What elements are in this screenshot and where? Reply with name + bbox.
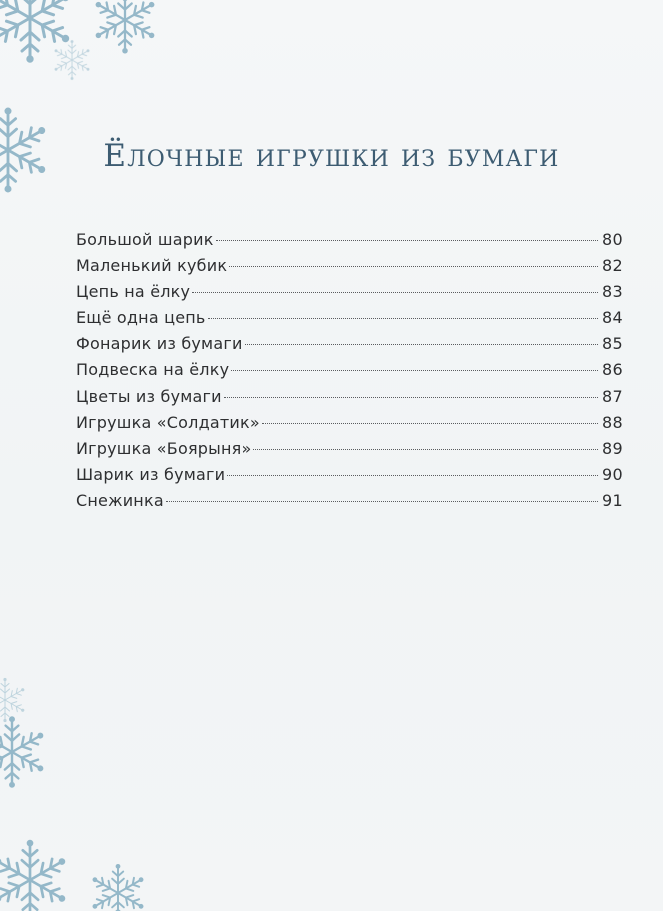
toc-page-number: 80 [602, 230, 623, 249]
dot-leader [208, 318, 598, 319]
toc-item[interactable] [76, 491, 623, 517]
toc-item-label: Большой шарик [76, 230, 214, 249]
toc-item-label: Подвеска на ёлку [76, 360, 230, 380]
dot-leader [262, 423, 598, 424]
toc-item[interactable] [76, 230, 623, 256]
toc-item[interactable] [76, 465, 623, 491]
snowflake-icon [0, 678, 26, 721]
toc-item[interactable] [76, 308, 623, 334]
dot-leader [166, 501, 598, 502]
toc-item-label: Игрушка «Боярыня» [76, 438, 252, 458]
dot-leader [224, 397, 598, 398]
toc-item[interactable] [76, 360, 623, 386]
dot-leader [253, 449, 598, 450]
snowflake-icon [0, 0, 72, 61]
snowflake-icon [0, 717, 46, 786]
toc-page-number: 91 [602, 490, 623, 510]
toc-item[interactable] [76, 387, 623, 413]
toc-item[interactable] [76, 282, 623, 308]
toc-page-number: 86 [602, 360, 623, 380]
toc-page-number: 88 [602, 412, 623, 432]
toc-item-label: Ещё одна цепь [76, 308, 206, 328]
toc-item[interactable] [76, 413, 623, 439]
toc-page-number: 87 [602, 386, 623, 406]
snowflake-icon [94, 0, 157, 52]
dot-leader [231, 370, 598, 371]
toc-page-number: 83 [602, 282, 623, 302]
toc-item-label: Игрушка «Солдатик» [76, 412, 260, 432]
dot-leader [229, 266, 598, 267]
toc-item-label: Цепь на ёлку [76, 282, 191, 302]
toc-item[interactable] [76, 439, 623, 465]
toc-page-number: 84 [602, 308, 623, 328]
toc-item-label: Маленький кубик [76, 256, 228, 276]
dot-leader [227, 475, 598, 476]
table-of-contents [76, 230, 623, 517]
dot-leader [192, 292, 598, 293]
dot-leader [216, 240, 598, 241]
page-title: Ёлочные игрушки из бумаги [103, 138, 560, 174]
toc-item[interactable] [76, 334, 623, 360]
toc-item-label: Шарик из бумаги [76, 464, 226, 484]
toc-page-number: 90 [602, 464, 623, 484]
toc-page-number: 89 [602, 438, 623, 458]
toc-item-label: Цветы из бумаги [76, 386, 222, 406]
toc-page-number: 82 [602, 256, 623, 276]
snowflake-icon [53, 41, 91, 80]
snowflake-icon [91, 865, 145, 911]
toc-page-number: 85 [602, 334, 623, 354]
toc-item-label: Снежинка [76, 490, 164, 510]
snowflake-icon [0, 841, 68, 911]
toc-item[interactable] [76, 256, 623, 282]
dot-leader [245, 344, 598, 345]
toc-item-label: Фонарик из бумаги [76, 334, 243, 354]
